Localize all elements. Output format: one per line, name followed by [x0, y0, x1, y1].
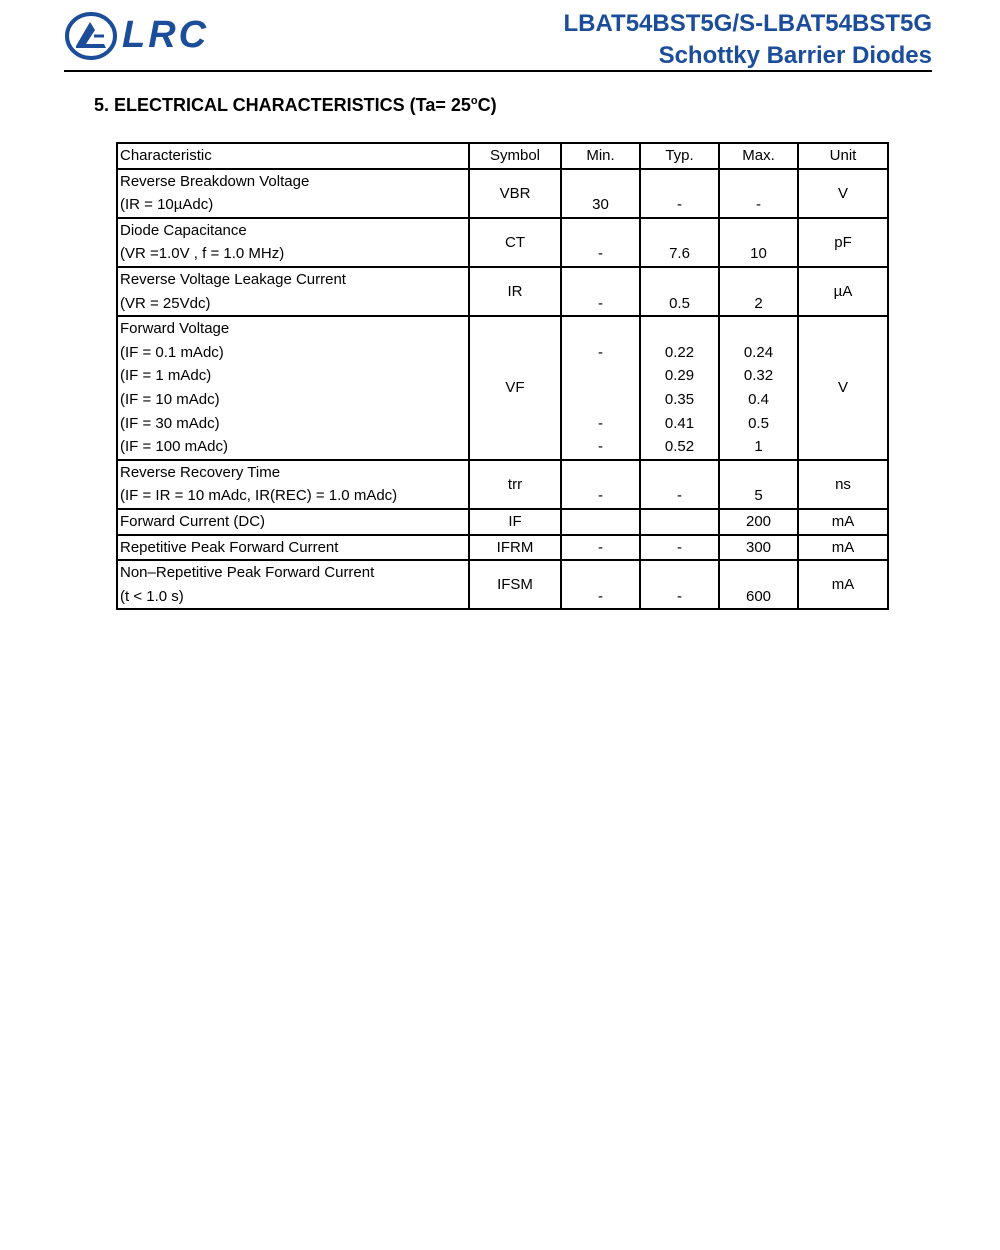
- max-cell: [719, 169, 798, 218]
- symbol-text: IR: [507, 283, 523, 301]
- typ-value: 0.22: [664, 343, 695, 361]
- min-value: -: [598, 245, 603, 263]
- min-cell: [561, 535, 640, 561]
- header-divider: [64, 70, 932, 72]
- table-row: [117, 169, 888, 218]
- characteristic-line: Reverse Voltage Leakage Current: [120, 270, 346, 288]
- characteristic-line: Non–Repetitive Peak Forward Current: [120, 564, 375, 582]
- max-value: 200: [745, 512, 772, 530]
- typ-value: [641, 561, 718, 585]
- symbol-cell: [469, 535, 561, 561]
- min-cell: [561, 509, 640, 535]
- max-cell: [719, 267, 798, 316]
- symbol-cell: [469, 267, 561, 316]
- characteristic-line: (IR = 10µAdc): [120, 196, 214, 214]
- page-header: [64, 0, 934, 72]
- max-value: -: [756, 196, 761, 214]
- min-value: -: [598, 587, 603, 605]
- max-value: [720, 461, 797, 485]
- symbol-text: VBR: [499, 184, 531, 202]
- symbol-text: VF: [505, 379, 525, 397]
- symbol-cell: [469, 460, 561, 509]
- typ-value: -: [677, 487, 682, 505]
- min-value: 30: [592, 196, 609, 214]
- symbol-text: CT: [505, 233, 525, 251]
- header-max-label: Max.: [742, 147, 775, 164]
- min-value: [562, 219, 639, 243]
- header-min-label: Min.: [586, 147, 615, 164]
- min-value: -: [598, 487, 603, 505]
- typ-value: 0.29: [664, 367, 695, 385]
- max-value: [720, 317, 797, 341]
- min-cell: [561, 460, 640, 509]
- characteristic-line: (VR = 25Vdc): [120, 294, 211, 312]
- min-value: -: [598, 414, 603, 432]
- typ-value: [641, 461, 718, 485]
- typ-cell: [640, 267, 719, 316]
- table-row: [117, 460, 888, 509]
- unit-cell: [798, 169, 888, 218]
- min-cell: [561, 560, 640, 609]
- unit-cell: [798, 535, 888, 561]
- min-value: [562, 388, 639, 412]
- lrc-logo-icon: [64, 12, 118, 60]
- typ-cell: [640, 218, 719, 267]
- symbol-cell: [469, 169, 561, 218]
- unit-text: ns: [835, 475, 851, 493]
- typ-cell: [640, 316, 719, 460]
- header-max: [719, 143, 798, 169]
- typ-value: 0.5: [669, 294, 690, 312]
- table-row: [117, 509, 888, 535]
- typ-cell: [640, 509, 719, 535]
- header-min: [561, 143, 640, 169]
- typ-value: 0.35: [664, 390, 695, 408]
- min-value: -: [598, 438, 603, 456]
- typ-value: [641, 219, 718, 243]
- max-cell: [719, 460, 798, 509]
- section-title-text: 5. ELECTRICAL CHARACTERISTICS (Ta= 25: [94, 95, 471, 115]
- max-value: 0.32: [743, 367, 774, 385]
- symbol-text: IFSM: [497, 576, 533, 594]
- typ-value: -: [677, 196, 682, 214]
- max-cell: [719, 509, 798, 535]
- unit-text: mA: [831, 576, 855, 594]
- min-cell: [561, 218, 640, 267]
- characteristic-cell: [117, 218, 469, 267]
- characteristic-line: (IF = IR = 10 mAdc, IR(REC) = 1.0 mAdc): [120, 487, 398, 505]
- typ-value: [641, 317, 718, 341]
- table-row: [117, 316, 888, 460]
- min-value: -: [598, 538, 603, 556]
- header-unit-label: Unit: [829, 147, 857, 164]
- min-value: -: [598, 294, 603, 312]
- min-value: -: [598, 343, 603, 361]
- max-value: [720, 561, 797, 585]
- min-value: [562, 561, 639, 585]
- unit-text: mA: [831, 538, 855, 556]
- characteristic-line: Reverse Recovery Time: [120, 463, 281, 481]
- min-value: [562, 170, 639, 194]
- symbol-cell: [469, 560, 561, 609]
- max-value: 10: [750, 245, 767, 263]
- min-value: [562, 317, 639, 341]
- unit-text: µA: [833, 283, 853, 301]
- unit-text: mA: [831, 513, 855, 531]
- unit-cell: [798, 316, 888, 460]
- electrical-characteristics-table: [116, 142, 889, 610]
- typ-value: 7.6: [669, 245, 690, 263]
- typ-value: [641, 170, 718, 194]
- characteristic-line: (VR =1.0V , f = 1.0 MHz): [120, 245, 285, 263]
- characteristic-line: Forward Voltage: [120, 320, 230, 338]
- characteristic-cell: [117, 169, 469, 218]
- typ-cell: [640, 460, 719, 509]
- header-unit: [798, 143, 888, 169]
- characteristic-cell: [117, 316, 469, 460]
- header-typ: [640, 143, 719, 169]
- symbol-cell: [469, 316, 561, 460]
- unit-cell: [798, 560, 888, 609]
- header-typ-label: Typ.: [665, 147, 694, 164]
- header-symbol: [469, 143, 561, 169]
- table-body: [117, 169, 888, 610]
- typ-value: 0.41: [664, 414, 695, 432]
- max-value: [720, 219, 797, 243]
- min-cell: [561, 267, 640, 316]
- max-value: 600: [745, 587, 772, 605]
- max-value: 1: [754, 438, 763, 456]
- unit-cell: [798, 218, 888, 267]
- characteristic-line: (IF = 100 mAdc): [120, 438, 228, 456]
- table-header-row: [117, 143, 888, 169]
- max-cell: [719, 218, 798, 267]
- characteristic-line: (t < 1.0 s): [120, 587, 184, 605]
- unit-cell: [798, 509, 888, 535]
- header-characteristic-label: Characteristic: [120, 147, 212, 164]
- degree-sup: o: [470, 95, 478, 107]
- unit-text: V: [837, 184, 848, 202]
- typ-value: [641, 268, 718, 292]
- typ-cell: [640, 535, 719, 561]
- characteristic-cell: [117, 460, 469, 509]
- characteristic-line: Repetitive Peak Forward Current: [120, 538, 339, 556]
- max-value: 0.5: [748, 414, 769, 432]
- header-symbol-label: Symbol: [489, 147, 541, 164]
- max-value: 0.4: [748, 390, 769, 408]
- max-value: 2: [754, 294, 763, 312]
- unit-text: pF: [834, 233, 852, 251]
- characteristic-line: Forward Current (DC): [120, 512, 266, 530]
- characteristic-line: (IF = 30 mAdc): [120, 414, 220, 432]
- unit-cell: [798, 267, 888, 316]
- max-value: 0.24: [743, 343, 774, 361]
- lrc-logo: [64, 10, 214, 60]
- logo-text: LRC: [122, 14, 210, 56]
- characteristic-cell: [117, 535, 469, 561]
- max-cell: [719, 535, 798, 561]
- min-cell: [561, 169, 640, 218]
- max-value: [720, 170, 797, 194]
- min-cell: [561, 316, 640, 460]
- unit-cell: [798, 460, 888, 509]
- characteristic-cell: [117, 267, 469, 316]
- max-value: 300: [745, 538, 772, 556]
- typ-value: [641, 510, 718, 534]
- characteristic-cell: [117, 560, 469, 609]
- symbol-text: trr: [507, 475, 523, 493]
- min-value: [562, 364, 639, 388]
- table-row: [117, 560, 888, 609]
- symbol-cell: [469, 218, 561, 267]
- part-number-title: LBAT54BST5G/S-LBAT54BST5G: [563, 10, 932, 37]
- unit-text: V: [837, 379, 848, 397]
- typ-cell: [640, 560, 719, 609]
- min-value: [562, 510, 639, 534]
- characteristic-line: (IF = 10 mAdc): [120, 390, 220, 408]
- symbol-cell: [469, 509, 561, 535]
- max-value: 5: [754, 487, 763, 505]
- characteristic-line: Diode Capacitance: [120, 221, 247, 239]
- section-title-suffix: C): [477, 95, 497, 115]
- characteristic-line: (IF = 0.1 mAdc): [120, 343, 224, 361]
- document-title: [564, 8, 933, 72]
- section-title: [94, 95, 497, 116]
- max-cell: [719, 560, 798, 609]
- characteristic-line: Reverse Breakdown Voltage: [120, 172, 310, 190]
- header-characteristic: [117, 143, 469, 169]
- typ-cell: [640, 169, 719, 218]
- min-value: [562, 461, 639, 485]
- table-row: [117, 218, 888, 267]
- product-type-title: Schottky Barrier Diodes: [658, 42, 932, 69]
- max-cell: [719, 316, 798, 460]
- characteristic-cell: [117, 509, 469, 535]
- typ-value: -: [677, 587, 682, 605]
- typ-value: -: [677, 538, 682, 556]
- max-value: [720, 268, 797, 292]
- symbol-text: IF: [508, 513, 522, 531]
- symbol-text: IFRM: [496, 538, 534, 556]
- table-row: [117, 267, 888, 316]
- typ-value: 0.52: [664, 438, 695, 456]
- min-value: [562, 268, 639, 292]
- table-row: [117, 535, 888, 561]
- characteristic-line: (IF = 1 mAdc): [120, 367, 212, 385]
